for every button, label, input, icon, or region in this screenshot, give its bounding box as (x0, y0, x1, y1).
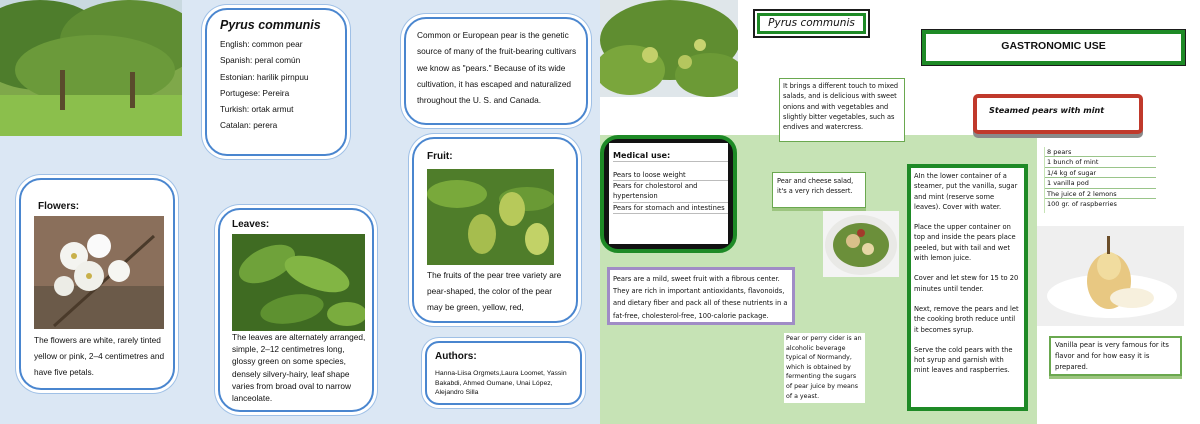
leaves-title: Leaves: (232, 219, 270, 230)
species-card (205, 8, 347, 156)
species-title: Pyrus communis (220, 18, 321, 32)
medical-item: Pears for cholestorol and hypertension (613, 181, 728, 202)
pear-flowers-photo (34, 216, 164, 329)
gastronomic-title-box (922, 30, 1185, 65)
common-name: Catalan: perera (220, 120, 278, 131)
ingredient-row: 100 gr. of raspberries (1047, 199, 1117, 208)
pear-fruit-photo (427, 169, 554, 265)
intro-text: Common or European pear is the genetic source of many of the fruit-bearing cultivars we know as "pears." Because of its wide cultivation, it has escaped and naturalized throughout the U. S. and Canada. (417, 30, 577, 106)
nutrition-text: Pears are a mild, sweet fruit with a fibrous center. They are rich in important antioxidants, flavonoids, and dietary fiber and pack all of these nutrients in a fat-free, cholesterol-free, 100-calorie package. (613, 275, 788, 320)
authors-text: Hanna-Liisa Orgmets,Laura Loomet, Yassin Bakabdi, Ahmed Oumane, Unai López, Alejandro Silla (435, 370, 567, 396)
authors-title: Authors: (435, 351, 477, 362)
ingredient-row: 8 pears (1045, 147, 1156, 157)
nutrition-box (607, 267, 795, 325)
common-name: Portugese: Pereira (220, 87, 290, 98)
flowers-title: Flowers: (38, 201, 80, 212)
recipe-steps-box (907, 164, 1028, 411)
gastronomic-title: GASTRONOMIC USE (1001, 40, 1106, 52)
flowers-text: The flowers are white, rarely tinted yellow or pink, 2–4 centimetres and have five petals. (34, 335, 165, 377)
vanilla-pear-text: Vanilla pear is very famous for its flavor and for how easy it is prepared. (1055, 341, 1169, 371)
authors-card (425, 341, 582, 405)
steamed-pear-photo (1037, 226, 1184, 326)
vanilla-pear-box (1049, 336, 1182, 376)
recipe-step: AIn the lower container of a steamer, put the vanilla, sugar and mint (reserve some leaves). Cover with water. (914, 172, 1018, 211)
recipe-step: Place the upper container on top and inside the pears place peeled, but with tail and wet with lemon juice. (914, 223, 1016, 263)
common-name: Spanish: peral común (220, 55, 301, 66)
intro-card (404, 17, 588, 125)
common-name: Turkish: ortak armut (220, 104, 294, 115)
recipe-step: Next, remove the pears and let the cooking broth reduce until it becomes syrup. (914, 304, 1019, 334)
medical-item: Pears to loose weight (613, 170, 728, 181)
fruit-title: Fruit: (427, 151, 453, 162)
common-name: Estonian: harilik pirnpuu (220, 71, 309, 82)
pear-tree-photo (0, 0, 182, 136)
leaves-card (218, 208, 374, 412)
medical-item: Pears for stomach and intestines (613, 203, 728, 214)
ingredient-row: 1 vanilla pod (1045, 178, 1156, 188)
recipe-step: Cover and let stew for 15 to 20 minutes until tender. (914, 274, 1019, 293)
medical-use-title: Medical use: (613, 149, 728, 162)
title-box (753, 9, 870, 38)
cheese-salad-box: Pear and cheese salad, it's a very rich dessert. (772, 172, 866, 208)
ingredient-row: 1 bunch of mint (1045, 157, 1156, 167)
pear-leaves-photo (232, 234, 365, 331)
cheese-salad-photo (823, 211, 899, 277)
cider-text-box: Pear or perry cider is an alcoholic beverage typical of Normandy, which is obtained by fermenting the sugars of pear juice by means of a yeast. (784, 333, 865, 403)
medical-use-box (600, 135, 737, 253)
fruit-text: The fruits of the pear tree variety are pear-shaped, the color of the pear may be green, yellow, red, (427, 270, 562, 312)
recipe-title: Steamed pears with mint (989, 105, 1105, 115)
ingredient-row: 1/4 kg of sugar (1045, 168, 1156, 178)
common-name: English: common pear (220, 39, 303, 49)
common-names-list (220, 36, 309, 134)
salad-text-box: It brings a different touch to mixed salads, and is delicious with sweet onions and with vegetables and slightly bitter vegetables, such as endives and watercress. (779, 78, 905, 142)
flowers-card (19, 178, 175, 390)
ingredients-table (1044, 147, 1156, 213)
title-box-text: Pyrus communis (768, 17, 855, 29)
recipe-title-box (973, 94, 1143, 134)
recipe-steps (914, 171, 1021, 376)
ingredient-row: The juice of 2 lemons (1045, 189, 1156, 199)
fruit-card (412, 137, 578, 323)
medical-use-inner (609, 143, 728, 244)
recipe-step: Serve the cold pears with the hot syrup and garnish with mint leaves and raspberries. (914, 345, 1013, 375)
leaves-text: The leaves are alternately arranged, simple, 2–12 centimetres long, glossy green on some species, densely silvery-hairy, leaf shape varies from broad oval to narrow lanceolate. (232, 332, 366, 404)
pear-branch-photo (600, 0, 738, 97)
